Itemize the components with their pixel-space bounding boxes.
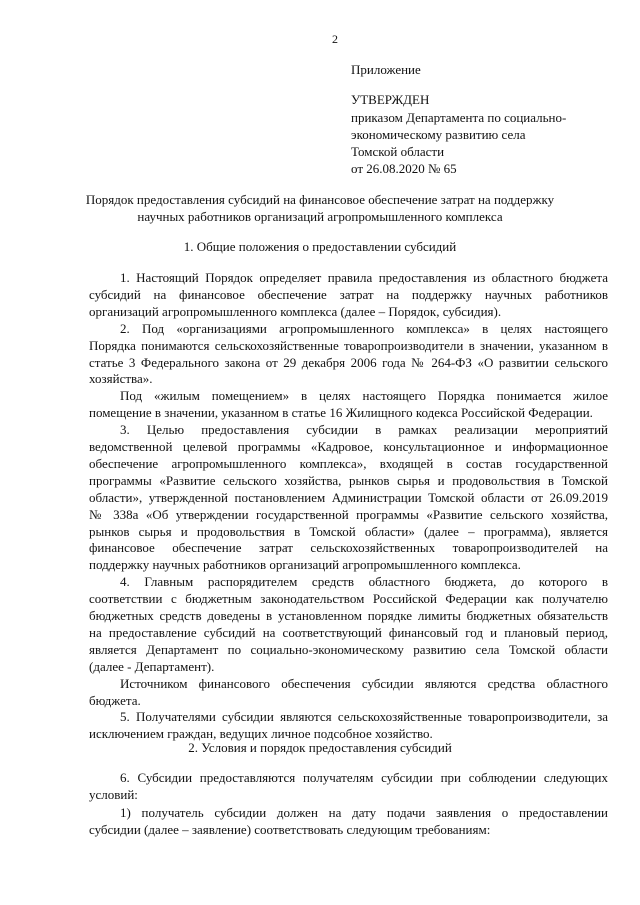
paragraph-line: условий: xyxy=(89,787,138,803)
paragraph-line: бюджета. xyxy=(89,692,141,708)
document-title-line: Порядок предоставления субсидий на финансовое обеспечение затрат на поддержку xyxy=(85,192,555,207)
page-number: 2 xyxy=(332,32,338,46)
paragraph-line: помещение в значении, указанном в статье 16 Жилищного кодекса Российской Федерации. xyxy=(89,405,593,421)
approval-line: экономическому развитию села xyxy=(351,127,526,142)
paragraph-line: 5. Получателями субсидии являются сельскохозяйственные товаропроизводители, за xyxy=(120,709,608,725)
paragraph-line: на предоставление субсидий на соответствующий финансовый год и плановый период, xyxy=(89,624,608,640)
paragraph-line: 1. Настоящий Порядок определяет правила предоставления из областного бюджета xyxy=(120,270,608,285)
paragraph-line: поддержку научных работников организаций агропромышленного комплекса. xyxy=(89,557,521,573)
paragraph-line: финансовое обеспечение затрат сельскохозяйственных товаропроизводителей на xyxy=(89,540,608,556)
approval-line: приказом Департамента по социально- xyxy=(351,110,567,125)
document-title-line: научных работников организаций агропромышленного комплекса xyxy=(137,209,503,224)
paragraph-line: 6. Субсидии предоставляются получателям субсидии при соблюдении следующих xyxy=(120,770,608,785)
paragraph-line: 1) получатель субсидии должен на дату подачи заявления о предоставлении xyxy=(120,804,608,820)
paragraph-line: хозяйства». xyxy=(89,371,153,387)
appendix-label: Приложение xyxy=(351,62,421,77)
paragraph-line: 2. Под «организациями агропромышленного комплекса» в целях настоящего xyxy=(120,320,608,336)
paragraph-line: субсидии (далее – заявление) соответствовать следующим требованиям: xyxy=(89,821,491,837)
paragraph-line: бюджетных средств доведены в установленном порядке лимиты бюджетных обязательств xyxy=(89,608,608,623)
paragraph-line: 3. Целью предоставления субсидии в рамках реализации мероприятий xyxy=(120,422,608,438)
approval-date: от 26.08.2020 № 65 xyxy=(351,161,457,176)
paragraph-line: ведомственной целевой программы «Кадровое, консультационное и информационное xyxy=(89,439,608,454)
approval-line: Томской области xyxy=(351,144,445,159)
paragraph-line: области», утвержденной постановлением Администрации Томской области от 26.09.2019 xyxy=(89,489,608,505)
paragraph-line: статье 3 Федерального закона от 29 декабря 2006 года № 264-ФЗ «О развитии сельского xyxy=(89,354,608,370)
section-1-heading: 1. Общие положения о предоставлении субсидий xyxy=(183,239,457,254)
paragraph-line: организаций агропромышленного комплекса (далее – Порядок, субсидия). xyxy=(89,303,502,319)
paragraph-line: обеспечение агропромышленного комплекса», входящей в состав государственной xyxy=(89,455,608,471)
paragraph-line: 4. Главным распорядителем средств областного бюджета, до которого в xyxy=(120,574,608,590)
paragraph-line: Порядка понимаются сельскохозяйственные товаропроизводители в значении, указанном в xyxy=(89,337,608,353)
paragraph-line: (далее - Департамент). xyxy=(89,658,215,674)
paragraph-line: является Департамент по социально-экономическому развитию села Томской области xyxy=(89,641,608,657)
paragraph-line: субсидий на финансовое обеспечение затрат на поддержку научных работников xyxy=(89,286,608,302)
section-2-heading: 2. Условия и порядок предоставления субсидий xyxy=(188,740,452,755)
paragraph-line: соответствии с бюджетным законодательством Российской Федерации как получателю xyxy=(89,591,608,607)
paragraph-line: исключением граждан, ведущих личное подсобное хозяйство. xyxy=(89,726,433,742)
approved-label: УТВЕРЖДЕН xyxy=(351,92,430,107)
paragraph-line: Под «жилым помещением» в целях настоящего Порядка понимается жилое xyxy=(120,388,608,404)
paragraph-line: № 338а «Об утверждении государственной программы «Развитие сельского хозяйства, xyxy=(89,506,608,522)
paragraph-line: Источником финансового обеспечения субсидии являются средства областного xyxy=(120,675,608,691)
paragraph-line: программы «Развитие сельского хозяйства, рынков сырья и продовольствия в Томской xyxy=(89,472,608,488)
paragraph-line: рынков сырья и продовольствия в Томской области» (далее – программа), является xyxy=(89,523,608,539)
